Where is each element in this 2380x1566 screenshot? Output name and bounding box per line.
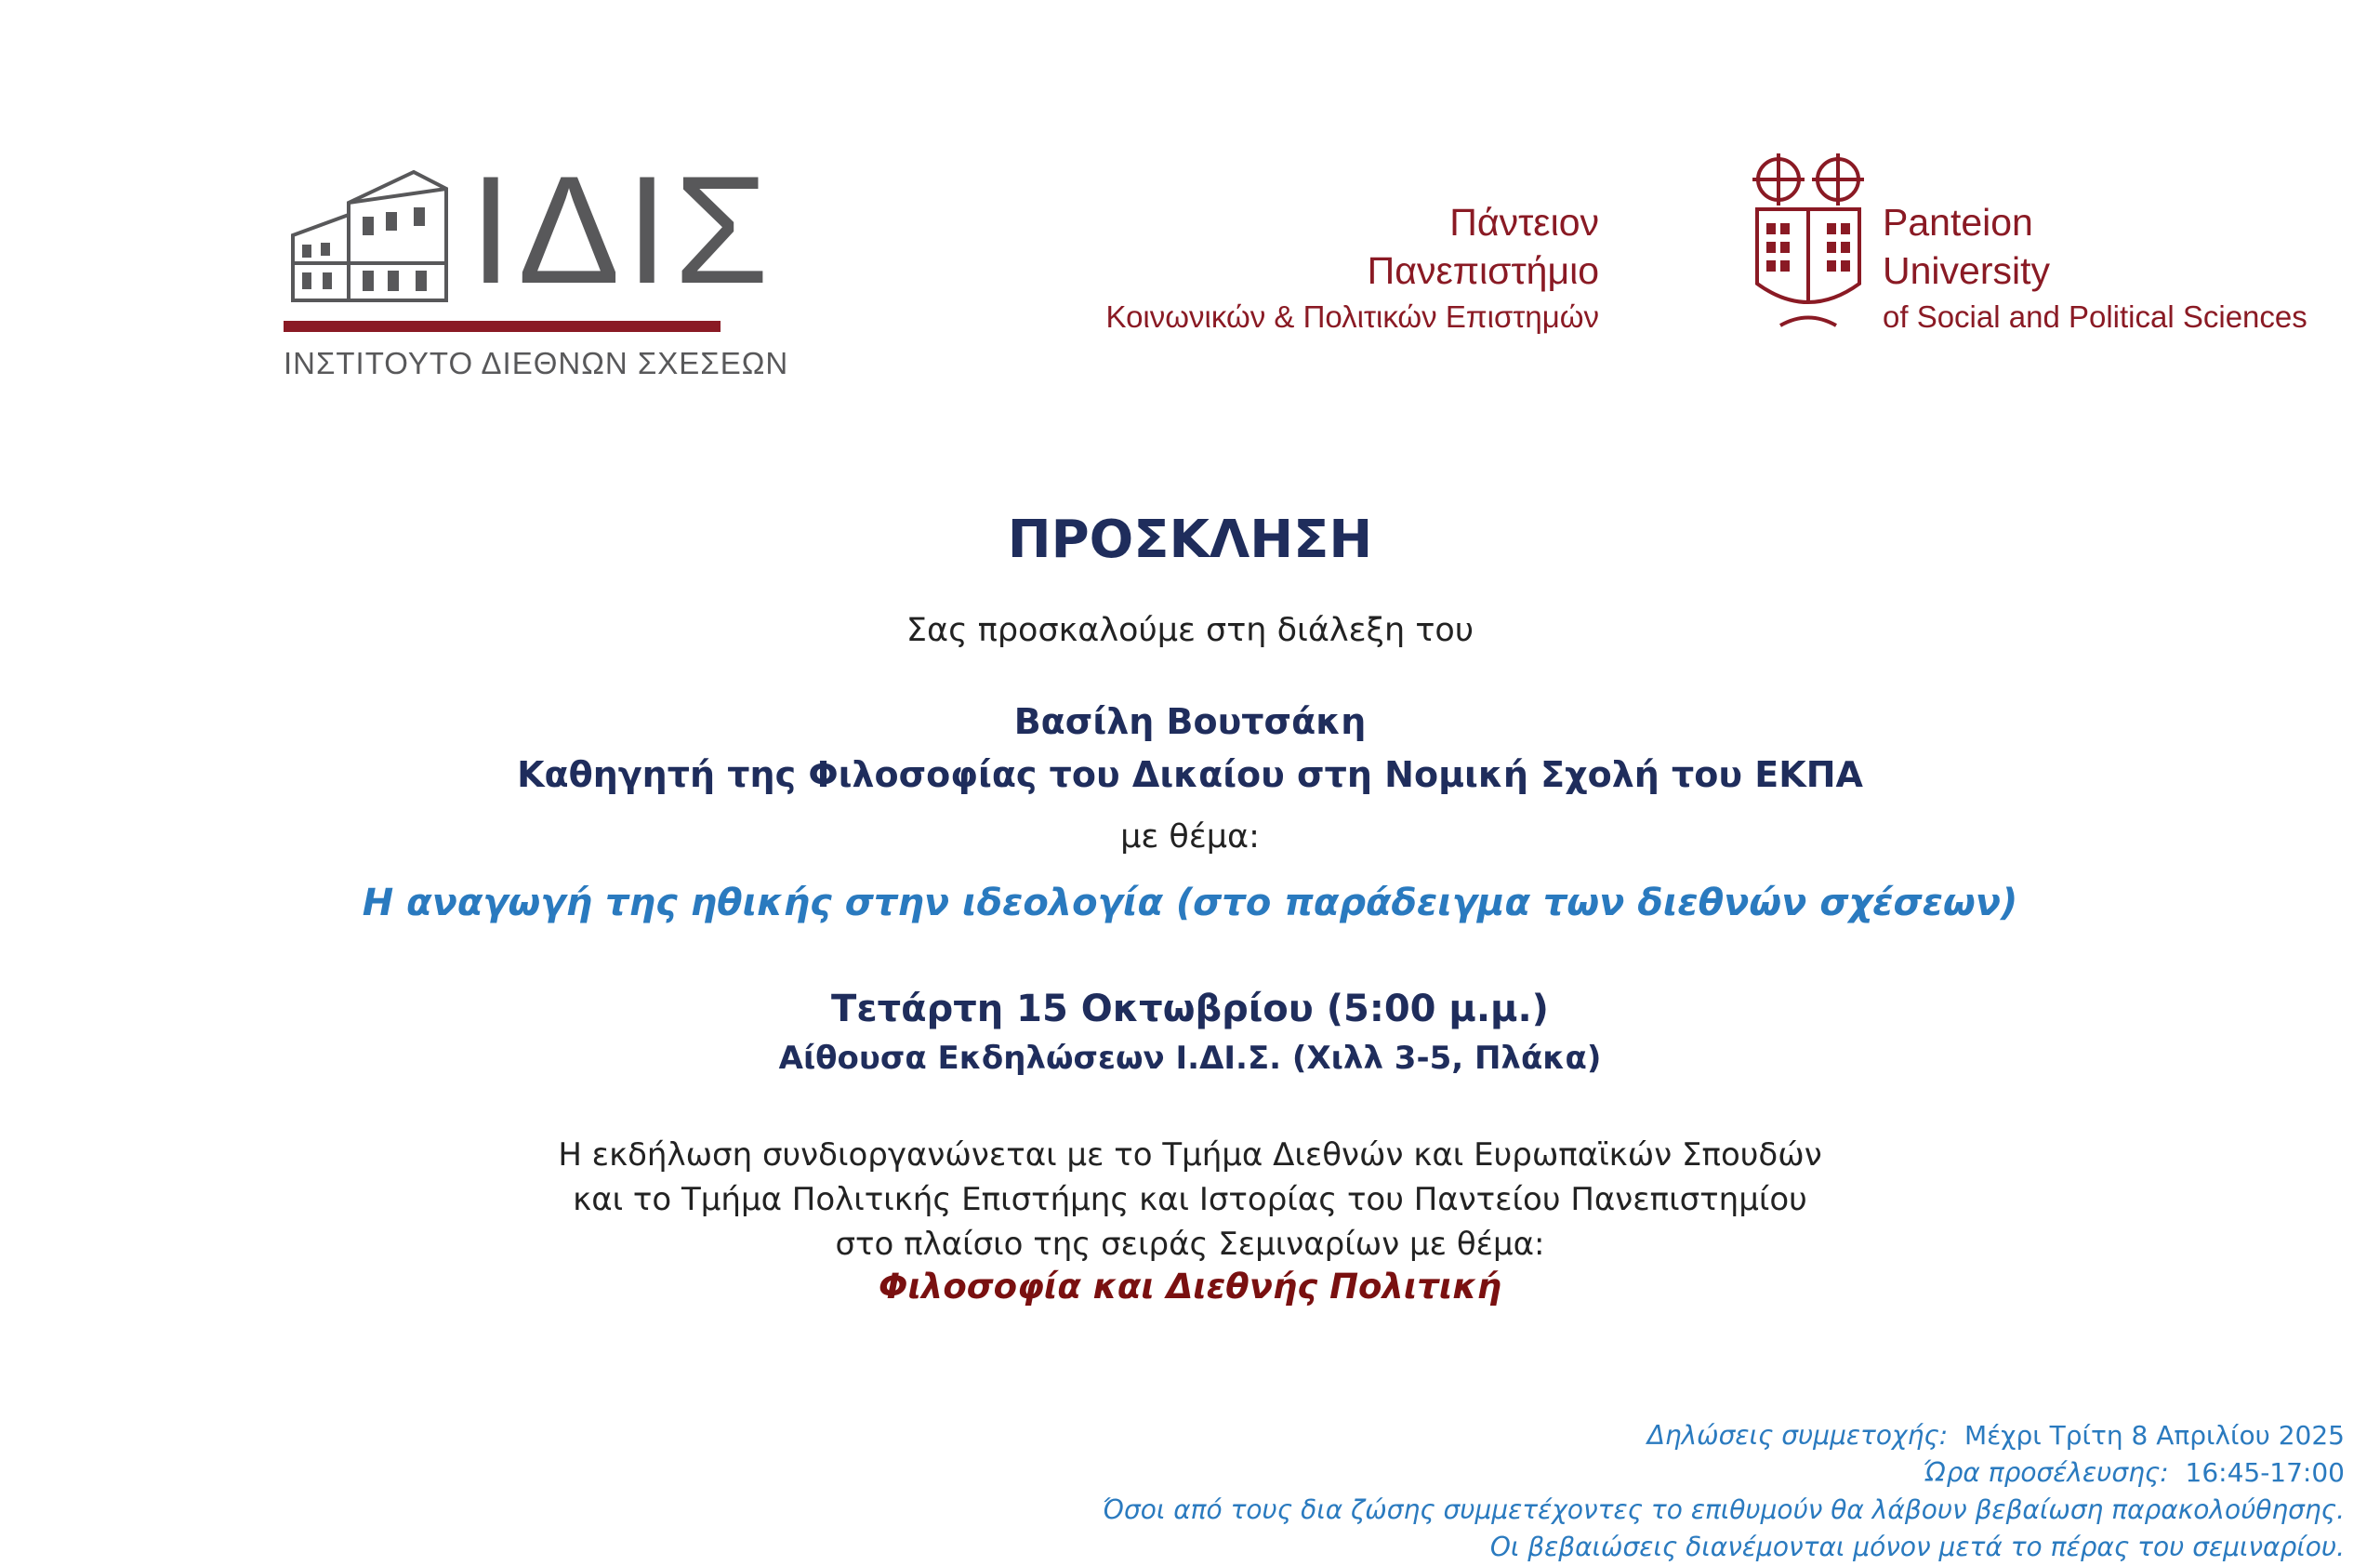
arrival-label: Ώρα προσέλευσης: xyxy=(1923,1457,2169,1488)
seminar-series-title: Φιλοσοφία και Διεθνής Πολιτική xyxy=(879,1267,1501,1307)
panteion-logo xyxy=(1105,139,2347,353)
coorganizers-block xyxy=(0,1133,2380,1267)
panteion-english-line3: of Social and Political Sciences xyxy=(1883,299,2307,334)
invitation-intro: Σας προσκαλούμε στη διάλεξη του xyxy=(906,612,1474,649)
panteion-greek-line3: Κοινωνικών & Πολιτικών Επιστημών xyxy=(1105,299,1599,334)
panteion-emblem-icon xyxy=(1748,144,1869,344)
registration-value: Μέχρι Τρίτη 8 Απριλίου 2025 xyxy=(1964,1420,2345,1451)
subject-label: με θέμα: xyxy=(1120,818,1260,856)
invitation-title: ΠΡΟΣΚΛΗΣΗ xyxy=(1007,510,1373,570)
registration-label: Δηλώσεις συμμετοχής: xyxy=(1646,1420,1949,1451)
building-icon xyxy=(284,161,456,310)
idis-divider xyxy=(284,321,721,332)
lecture-topic: Η αναγωγή της ηθικής στην ιδεολογία (στο παράδειγμα των διεθνών σχέσεων) xyxy=(362,882,2018,924)
arrival-note xyxy=(1102,1454,2345,1492)
speaker-block xyxy=(0,696,2380,802)
panteion-greek-line2: Πανεπιστήμιο xyxy=(1367,249,1599,292)
panteion-english-line1: Panteion xyxy=(1883,201,2033,244)
idis-caption: ΙΝΣΤΙΤΟΥΤΟ ΔΙΕΘΝΩΝ ΣΧΕΣΕΩΝ xyxy=(284,346,789,380)
certificate-note-1: Όσοι από τους δια ζώσης συμμετέχοντες το επιθυμούν θα λάβουν βεβαίωση παρακολούθησης. xyxy=(1102,1494,2345,1525)
coorganizers-line1: Η εκδήλωση συνδιοργανώνεται με το Τμήμα Διεθνών και Ευρωπαϊκών Σπουδών xyxy=(558,1136,1822,1174)
certificate-note-2: Οι βεβαιώσεις διανέμονται μόνον μετά το πέρας του σεμιναρίου. xyxy=(1489,1532,2345,1562)
arrival-value: 16:45-17:00 xyxy=(2185,1457,2345,1488)
idis-letters: ΙΔΙΣ xyxy=(469,144,774,315)
coorganizers-line2: και το Τμήμα Πολιτικής Επιστήμης και Ιστορίας του Παντείου Πανεπιστημίου xyxy=(573,1181,1807,1218)
panteion-greek-line1: Πάντειον xyxy=(1449,201,1599,244)
idis-logo xyxy=(284,144,789,386)
speaker-name: Βασίλη Βουτσάκη xyxy=(1013,701,1367,742)
coorganizers-line3: στο πλαίσιο της σειράς Σεμιναρίων με θέμα: xyxy=(835,1226,1545,1263)
registration-note xyxy=(1102,1417,2345,1454)
event-venue: Αίθουσα Εκδηλώσεων Ι.ΔΙ.Σ. (Χιλλ 3-5, Πλάκα) xyxy=(778,1040,1602,1077)
footer-notes xyxy=(1102,1417,2345,1566)
panteion-english-line2: University xyxy=(1883,249,2050,292)
event-date: Τετάρτη 15 Οκτωβρίου (5:00 μ.μ.) xyxy=(831,988,1549,1030)
speaker-role: Καθηγητή της Φιλοσοφίας του Δικαίου στη Νομική Σχολή του ΕΚΠΑ xyxy=(517,754,1863,795)
